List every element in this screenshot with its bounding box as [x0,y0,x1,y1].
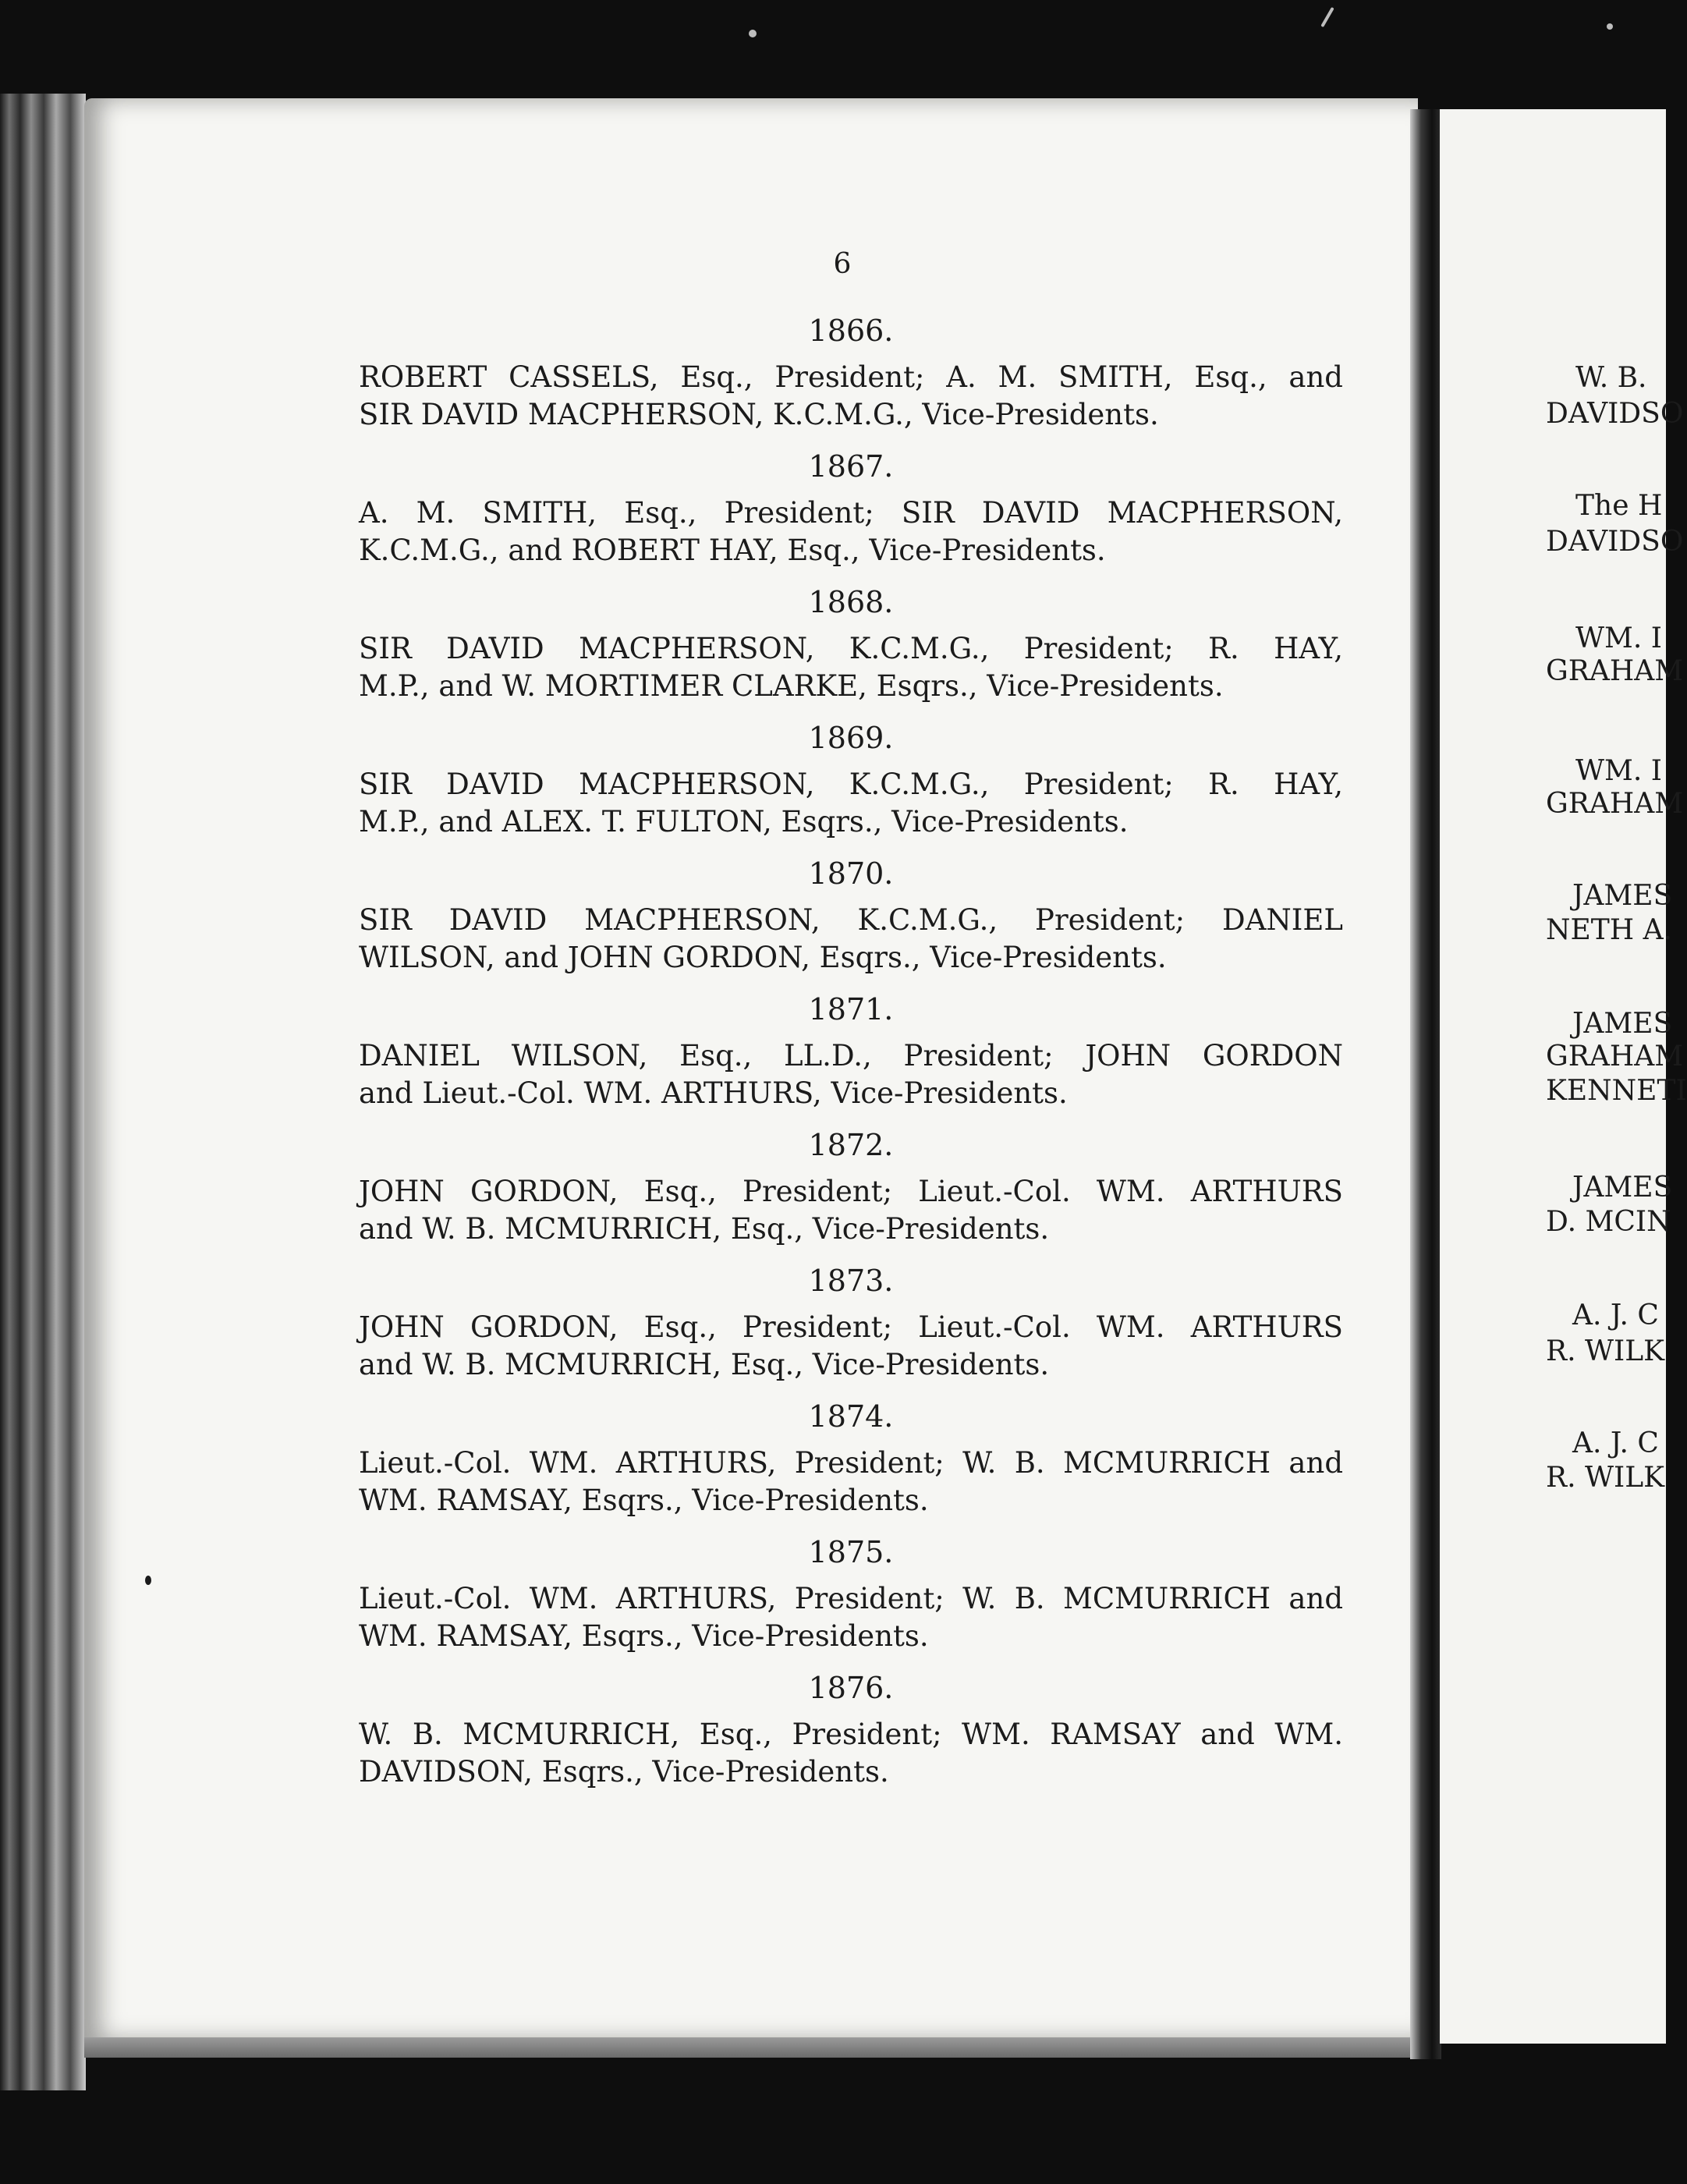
right-page-fragment: The H [1575,490,1663,522]
right-page-fragment: JAMES [1572,1172,1673,1204]
entry-line: WM. RAMSAY, Esqrs., Vice-Presidents. [359,1484,929,1517]
right-page-fragment: KENNETI [1546,1075,1687,1107]
entry-line: SIR DAVID MACPHERSON, K.C.M.G., Vice-Presidents. [359,398,1159,431]
year-heading: 1870. [808,856,894,891]
officers-list [359,312,1343,1805]
scan-speck [145,1576,151,1585]
entry-line: SIR DAVID MACPHERSON, K.C.M.G., President; R. HAY, [359,768,1343,801]
right-page-fragment: GRAHAM [1546,788,1684,820]
entry-line: SIR DAVID MACPHERSON, K.C.M.G., President; DANIEL [359,903,1343,937]
year-heading: 1874. [808,1399,894,1434]
right-page-fragment: DAVIDSO [1546,526,1684,558]
entry-line: WILSON, and JOHN GORDON, Esqrs., Vice-Presidents. [359,941,1167,974]
year-entry-1870 [359,855,1343,991]
year-entry-1873 [359,1262,1343,1398]
entry-line: DAVIDSON, Esqrs., Vice-Presidents. [359,1755,889,1789]
year-entry-1876 [359,1669,1343,1805]
year-entry-1875 [359,1533,1343,1669]
scan-speck [1607,23,1613,30]
year-entry-1871 [359,991,1343,1126]
right-page-fragment: JAMES [1572,880,1673,912]
right-page-fragment: W. B. [1575,362,1647,394]
right-page-fragment: WM. I [1575,755,1662,787]
year-heading: 1876. [808,1671,894,1705]
right-page-fragment: NETH A. [1546,914,1673,946]
right-page-fragment: GRAHAM [1546,1041,1684,1072]
right-page-fragment: A. J. C [1572,1427,1659,1459]
year-entry-1869 [359,719,1343,855]
book-edge [0,94,86,2090]
right-page-fragment: DAVIDSO [1546,398,1684,430]
year-heading: 1872. [808,1128,894,1162]
entry-line: WM. RAMSAY, Esqrs., Vice-Presidents. [359,1619,929,1653]
year-entry-1867 [359,448,1343,583]
entry-line: Lieut.-Col. WM. ARTHURS, President; W. B. MCMURRICH and [359,1582,1343,1615]
scan-speck [1320,7,1334,27]
page-bottom-edge [84,2037,1418,2058]
right-page-fragment: JAMES [1572,1008,1673,1040]
entry-line: and W. B. MCMURRICH, Esq., Vice-Presidents. [359,1348,1050,1381]
entry-line: DANIEL WILSON, Esq., LL.D., President; JOHN GORDON [359,1039,1343,1072]
entry-line: JOHN GORDON, Esq., President; Lieut.-Col. WM. ARTHURS [359,1310,1343,1344]
entry-line: and W. B. MCMURRICH, Esq., Vice-Presidents. [359,1212,1050,1246]
entry-line: M.P., and ALEX. T. FULTON, Esqrs., Vice-Presidents. [359,805,1129,838]
year-heading: 1869. [808,721,894,755]
year-entry-1874 [359,1398,1343,1533]
right-page-fragment: A. J. C [1572,1299,1659,1331]
entry-line: K.C.M.G., and ROBERT HAY, Esq., Vice-Presidents. [359,534,1106,567]
entry-line: Lieut.-Col. WM. ARTHURS, President; W. B. MCMURRICH and [359,1446,1343,1480]
entry-line: JOHN GORDON, Esq., President; Lieut.-Col. WM. ARTHURS [359,1175,1343,1208]
right-page-fragment: D. MCIN [1546,1206,1671,1238]
year-heading: 1871. [808,992,894,1026]
year-heading: 1867. [808,449,894,484]
page-number: 6 [833,248,852,280]
year-heading: 1868. [808,585,894,619]
right-page-fragment: WM. I [1575,622,1662,654]
year-heading: 1875. [808,1535,894,1569]
entry-line: ROBERT CASSELS, Esq., President; A. M. SMITH, Esq., and [359,360,1343,394]
year-heading: 1873. [808,1264,894,1298]
entry-line: SIR DAVID MACPHERSON, K.C.M.G., President; R. HAY, [359,632,1343,665]
year-heading: 1866. [808,314,894,348]
entry-line: M.P., and W. MORTIMER CLARKE, Esqrs., Vice-Presidents. [359,669,1224,703]
year-entry-1868 [359,583,1343,719]
right-page-fragment: R. WILK [1546,1462,1665,1494]
year-entry-1866 [359,312,1343,448]
scan-speck [749,30,757,37]
entry-line: A. M. SMITH, Esq., President; SIR DAVID MACPHERSON, [359,496,1343,530]
book-gutter [1410,109,1441,2059]
right-page-fragment: GRAHAM [1546,655,1684,687]
year-entry-1872 [359,1126,1343,1262]
right-page-fragment: R. WILK [1546,1335,1665,1367]
entry-line: W. B. MCMURRICH, Esq., President; WM. RAMSAY and WM. [359,1718,1343,1751]
entry-line: and Lieut.-Col. WM. ARTHURS, Vice-Presidents. [359,1076,1068,1110]
